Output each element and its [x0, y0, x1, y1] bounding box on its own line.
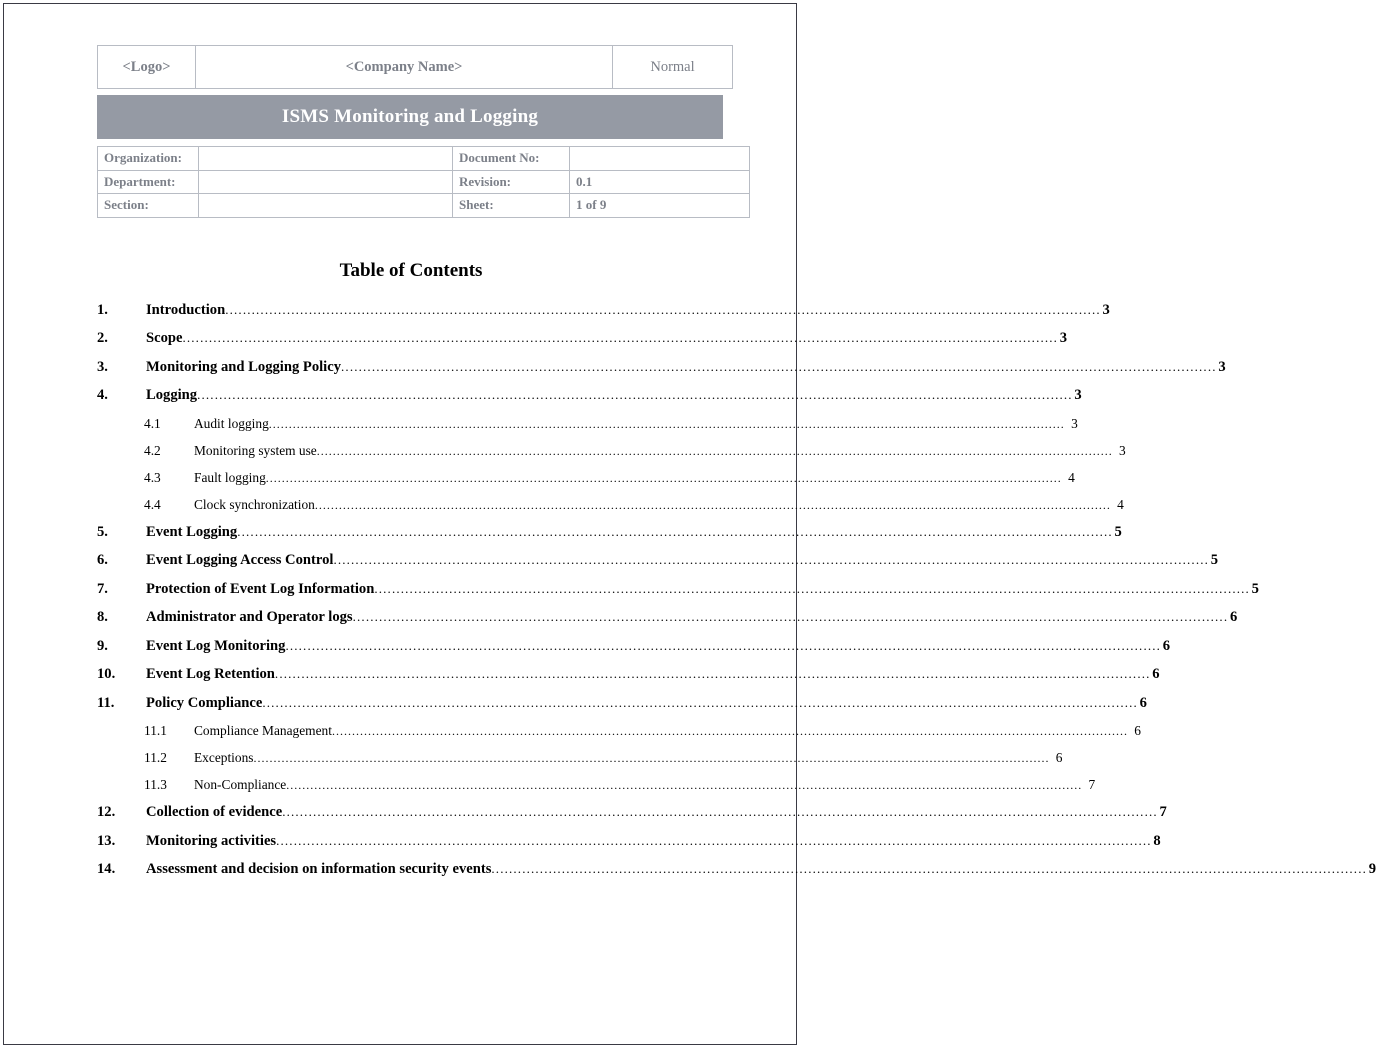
- toc-entry[interactable]: [97, 777, 1096, 793]
- toc-entry-number: 13.: [97, 832, 116, 849]
- toc-entry-page-number: 3: [1102, 301, 1110, 318]
- toc-dot-leader: .......................................................................................................................................................................................................: [197, 387, 1073, 402]
- toc-dot-leader: .......................................................................................................................................................................................................: [274, 666, 1151, 681]
- toc-entry[interactable]: [97, 723, 1141, 739]
- toc-entry-number: 7.: [97, 580, 108, 597]
- toc-dot-leader: .......................................................................................................................................................................................................: [225, 301, 1101, 317]
- toc-entry[interactable]: [97, 523, 1122, 541]
- toc-dot-leader: .......................................................................................................................................................................................................: [341, 358, 1217, 374]
- toc-entry-label: Introduction: [146, 301, 226, 318]
- toc-entry-page-number: 6: [1229, 609, 1238, 625]
- document-info-table: [97, 146, 750, 218]
- toc-entry[interactable]: [97, 750, 1063, 766]
- toc-entry-number: 11.1: [144, 723, 167, 738]
- toc-entry[interactable]: [97, 358, 1226, 376]
- toc-entry-label: Non-Compliance: [194, 777, 287, 792]
- table-of-contents-heading: Table of Contents: [339, 259, 483, 281]
- table-row: [98, 194, 750, 218]
- toc-entry[interactable]: [97, 694, 1147, 712]
- toc-dot-leader: .......................................................................................................................................................................................................: [316, 443, 1113, 458]
- document-title: ISMS Monitoring and Logging: [281, 106, 539, 127]
- toc-entry-number: 11.: [97, 694, 115, 711]
- toc-dot-leader: .......................................................................................................................................................................................................: [276, 832, 1152, 848]
- toc-entry-number: 14.: [97, 861, 116, 877]
- toc-entry-page-number: 3: [1059, 330, 1068, 346]
- toc-entry[interactable]: [97, 387, 1082, 404]
- toc-entry-label: Monitoring activities: [146, 832, 277, 849]
- toc-entry-label: Compliance Management: [194, 723, 332, 738]
- toc-entry[interactable]: [97, 861, 1376, 878]
- toc-entry-label: Clock synchronization: [194, 496, 315, 512]
- toc-entry-label: Monitoring and Logging Policy: [146, 358, 342, 375]
- toc-entry-label: Scope: [146, 330, 183, 346]
- toc-entry[interactable]: [97, 637, 1171, 655]
- organization-label: Organization:: [98, 147, 199, 171]
- toc-entry-number: 12.: [97, 804, 116, 820]
- toc-entry-number: 4.4: [144, 496, 161, 512]
- sheet-label: Sheet:: [453, 194, 570, 218]
- info-table-body: [98, 147, 750, 218]
- toc-entry-number: 3.: [97, 358, 108, 375]
- toc-entry-number: 8.: [97, 609, 108, 625]
- toc-entry-number: 4.: [97, 387, 108, 403]
- toc-entry-page-number: 6: [1134, 723, 1141, 738]
- document-page: [3, 3, 1376, 1045]
- toc-dot-leader: .......................................................................................................................................................................................................: [253, 751, 1050, 765]
- toc-entry[interactable]: [97, 804, 1167, 821]
- toc-entry-number: 11.3: [144, 777, 167, 792]
- toc-entry-number: 5.: [97, 523, 108, 540]
- toc-dot-leader: .......................................................................................................................................................................................................: [282, 804, 1158, 819]
- toc-entry-page-number: 7: [1159, 804, 1167, 820]
- toc-dot-leader: .......................................................................................................................................................................................................: [286, 778, 1083, 792]
- toc-dot-leader: .......................................................................................................................................................................................................: [182, 330, 1059, 345]
- toc-entry-label: Audit logging: [194, 415, 269, 431]
- toc-entry-page-number: 3: [1218, 358, 1226, 375]
- toc-entry-label: Monitoring system use: [194, 442, 317, 458]
- toc-entry-number: 2.: [97, 330, 108, 346]
- section-label: Section:: [98, 194, 199, 218]
- toc-entry-number: 11.2: [144, 750, 167, 765]
- toc-entry-page-number: 6: [1055, 750, 1063, 765]
- toc-dot-leader: .......................................................................................................................................................................................................: [237, 523, 1113, 539]
- toc-entry-label: Event Logging Access Control: [146, 552, 334, 568]
- toc-entry-number: 4.1: [144, 415, 161, 431]
- toc-entry-label: Policy Compliance: [146, 694, 263, 711]
- header-row: [98, 46, 733, 89]
- toc-entry-page-number: 3: [1071, 415, 1078, 431]
- document-title-banner: [97, 95, 723, 139]
- section-value: [199, 194, 453, 218]
- page-content: [97, 45, 1376, 890]
- toc-entry-label: Assessment and decision on information security events: [146, 861, 492, 877]
- table-row: [98, 170, 750, 194]
- toc-entry-page-number: 4: [1117, 496, 1124, 512]
- toc-entry[interactable]: [97, 580, 1259, 598]
- toc-dot-leader: .......................................................................................................................................................................................................: [333, 552, 1210, 567]
- toc-entry[interactable]: [97, 442, 1126, 459]
- department-value: [199, 170, 453, 194]
- toc-entry[interactable]: [97, 666, 1160, 683]
- toc-entry-page-number: 7: [1088, 777, 1096, 792]
- table-of-contents-list: [97, 301, 1376, 879]
- toc-entry-number: 9.: [97, 637, 108, 654]
- document-status-cell: Normal: [613, 46, 733, 89]
- table-row: [98, 147, 750, 171]
- toc-entry[interactable]: [97, 609, 1238, 626]
- toc-entry-page-number: 3: [1074, 387, 1082, 403]
- toc-entry-label: Collection of evidence: [146, 804, 283, 820]
- company-name-cell: <Company Name>: [196, 46, 613, 89]
- toc-entry-page-number: 5: [1251, 580, 1259, 597]
- toc-entry-page-number: 6: [1162, 637, 1171, 654]
- toc-entry-label: Event Logging: [146, 523, 238, 540]
- toc-entry-page-number: 6: [1139, 694, 1147, 711]
- toc-entry-label: Protection of Event Log Information: [146, 580, 375, 597]
- toc-entry-number: 6.: [97, 552, 108, 568]
- toc-entry-label: Event Log Retention: [146, 666, 275, 682]
- toc-dot-leader: .......................................................................................................................................................................................................: [491, 861, 1367, 876]
- toc-dot-leader: .......................................................................................................................................................................................................: [352, 609, 1229, 624]
- toc-entry-page-number: 8: [1153, 832, 1161, 849]
- toc-entry-page-number: 6: [1152, 666, 1160, 682]
- document-no-label: Document No:: [453, 147, 570, 171]
- toc-entry[interactable]: [97, 832, 1161, 850]
- toc-entry-label: Logging: [146, 387, 198, 403]
- toc-dot-leader: .......................................................................................................................................................................................................: [268, 416, 1065, 431]
- toc-entry-page-number: 5: [1210, 552, 1219, 568]
- toc-entry-number: 1.: [97, 301, 108, 318]
- toc-entry-page-number: 3: [1119, 442, 1126, 458]
- toc-entry-page-number: 4: [1068, 469, 1075, 485]
- organization-value: [199, 147, 453, 171]
- toc-entry[interactable]: [97, 415, 1078, 432]
- revision-label: Revision:: [453, 170, 570, 194]
- toc-dot-leader: .......................................................................................................................................................................................................: [374, 580, 1250, 596]
- toc-entry-number: 10.: [97, 666, 116, 682]
- toc-dot-leader: .......................................................................................................................................................................................................: [265, 470, 1062, 485]
- toc-entry-page-number: 9: [1368, 861, 1376, 877]
- document-no-value: [570, 147, 750, 171]
- toc-entry[interactable]: [97, 496, 1124, 513]
- toc-entry-number: 4.3: [144, 469, 161, 485]
- toc-entry-label: Administrator and Operator logs: [146, 609, 353, 625]
- toc-entry[interactable]: [97, 330, 1068, 347]
- department-label: Department:: [98, 170, 199, 194]
- toc-dot-leader: .......................................................................................................................................................................................................: [285, 637, 1162, 653]
- toc-entry-label: Event Log Monitoring: [146, 637, 286, 654]
- revision-value: 0.1: [570, 170, 750, 194]
- toc-entry[interactable]: [97, 301, 1110, 319]
- toc-dot-leader: .......................................................................................................................................................................................................: [262, 694, 1138, 710]
- toc-dot-leader: .......................................................................................................................................................................................................: [314, 497, 1111, 512]
- toc-entry-number: 4.2: [144, 442, 161, 458]
- toc-entry-page-number: 5: [1114, 523, 1122, 540]
- sheet-value: 1 of 9: [570, 194, 750, 218]
- toc-entry-label: Fault logging: [194, 469, 266, 485]
- toc-entry-label: Exceptions: [194, 750, 254, 765]
- toc-entry[interactable]: [97, 552, 1219, 569]
- document-header-table: [97, 45, 733, 89]
- toc-dot-leader: .......................................................................................................................................................................................................: [331, 724, 1128, 738]
- logo-placeholder-cell: <Logo>: [98, 46, 196, 89]
- toc-entry[interactable]: [97, 469, 1075, 486]
